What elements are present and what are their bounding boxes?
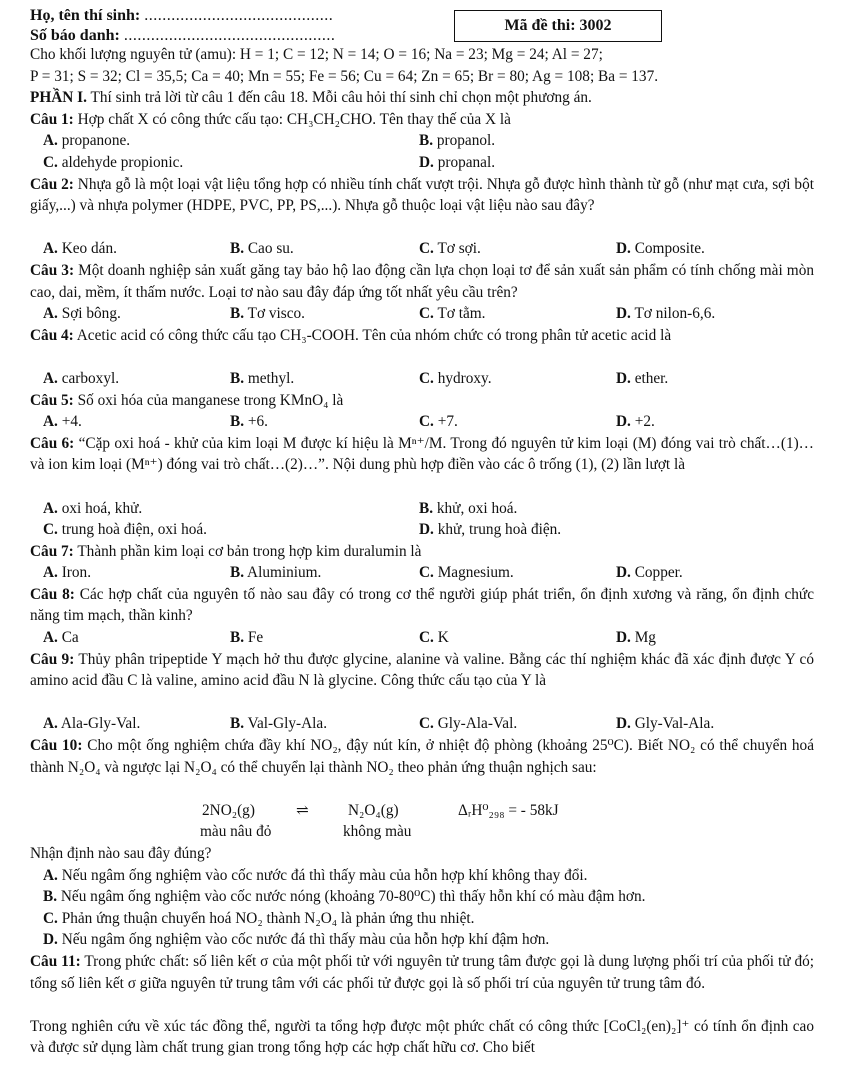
question-3: Câu 3: Một doanh nghiệp sản xuất găng tay bảo hộ lao động cần lựa chọn loại tơ để sản xuất sản phẩm có tính chống mài mòn cao, dai, mềm, ít thấm nước. Loại tơ nào sau đây đáp ứng tốt nhất yêu cầu trên? <box>30 261 814 301</box>
question-11-continued: Trong nghiên cứu về xúc tác đồng thể, người ta tổng hợp được một phức chất có công thức [CoCl₂(en)₂]⁺ có tính ổn định cao và được sử dụng làm chất trung gian trong tổng hợp các hợp chất hữu cơ. Cho biết <box>30 1017 814 1057</box>
candidate-name-label: Họ, tên thí sinh: <box>30 7 141 24</box>
question-3-options <box>30 303 814 325</box>
option-c[interactable]: C. Magnesium. <box>419 564 514 582</box>
option-b[interactable]: B. khử, oxi hoá. <box>419 499 518 517</box>
question-10-prompt: Nhận định nào sau đây đúng? <box>30 845 212 863</box>
product-color-note: không màu <box>343 823 412 841</box>
option-a[interactable]: A. Ca <box>43 629 79 647</box>
option-d[interactable]: D. Gly-Val-Ala. <box>616 715 715 733</box>
exam-content <box>30 44 814 1059</box>
question-7-options <box>30 562 814 584</box>
option-c[interactable]: C. hydroxy. <box>419 369 492 387</box>
candidate-header <box>30 6 335 46</box>
question-11: Câu 11: Trong phức chất: số liên kết σ của một phối tử với nguyên tử trung tâm được gọi là dung lượng phối trí của phối tử đó; tổng số liên kết σ giữa nguyên tử trung tâm với các phối tử được gọi là số phối trí của nguyên tử trung tâm đó. <box>30 953 814 992</box>
option-a[interactable]: A. oxi hoá, khử. <box>43 499 143 517</box>
part-1-title: PHẦN I. <box>30 89 87 107</box>
question-1-options <box>30 130 814 152</box>
question-2-options <box>30 238 814 260</box>
atomic-masses-line-2: P = 31; S = 32; Cl = 35,5; Ca = 40; Mn = 55; Fe = 56; Cu = 64; Zn = 65; Br = 80; Ag = 108; Ba = 137. <box>30 67 659 85</box>
option-a[interactable]: A. Sợi bông. <box>43 305 121 323</box>
option-b[interactable]: B. Fe <box>230 629 264 647</box>
question-10: Câu 10: Cho một ống nghiệm chứa đầy khí NO₂, đậy nút kín, ở nhiệt độ phòng (khoảng 25⁰C). Biết NO₂ có thể chuyển hoá thành N₂O₄ và ngược lại N₂O₄ có thể chuyển lại thành NO₂ theo phản ứng thuận nghịch sau: <box>30 737 815 776</box>
question-1-options-2 <box>30 152 814 174</box>
equation-reactant: 2NO₂(g) <box>202 801 255 819</box>
option-d[interactable]: D. propanal. <box>419 153 496 171</box>
question-8: Câu 8: Các hợp chất của nguyên tố nào sau đây có trong cơ thể người giúp phát triển, ổn định xương và răng, ổn định chức năng tim mạch, thần kinh? <box>30 585 814 625</box>
option-a[interactable]: A. Keo dán. <box>43 240 117 258</box>
equilibrium-equation <box>30 800 814 822</box>
option-c[interactable]: C. Phản ứng thuận chuyển hoá NO₂ thành N₂O₄ là phản ứng thu nhiệt. <box>43 909 475 927</box>
option-d[interactable]: D. ether. <box>616 369 669 387</box>
option-b[interactable]: B. Tơ visco. <box>230 305 305 323</box>
option-d[interactable]: D. +2. <box>616 413 655 431</box>
option-c[interactable]: C. trung hoà điện, oxi hoá. <box>43 521 207 539</box>
option-b[interactable]: B. Val-Gly-Ala. <box>230 715 328 733</box>
question-4: Câu 4: Acetic acid có công thức cấu tạo CH₃-COOH. Tên của nhóm chức có trong phân tử acetic acid là <box>30 326 672 344</box>
option-b[interactable]: B. Nếu ngâm ống nghiệm vào cốc nước nóng (khoảng 70-80⁰C) thì thấy hỗn khí có màu đậm hơn. <box>43 888 646 906</box>
question-1-label: Câu 1: <box>30 110 74 128</box>
part-1-text: Thí sinh trả lời từ câu 1 đến câu 18. Mỗi câu hỏi thí sinh chỉ chọn một phương án. <box>86 89 592 107</box>
option-a[interactable]: A. Iron. <box>43 564 92 582</box>
option-a[interactable]: A. carboxyl. <box>43 369 120 387</box>
equation-enthalpy: ΔᵣH⁰₂₉₈ = - 58kJ <box>458 801 559 819</box>
equilibrium-arrow-icon: ⇌ <box>296 801 309 819</box>
question-8-options <box>30 627 814 649</box>
question-7: Câu 7: Thành phần kim loại cơ bản trong hợp kim duralumin là <box>30 542 422 560</box>
option-d[interactable]: D. Mg <box>616 629 656 647</box>
question-6-options-2 <box>30 519 814 541</box>
option-d[interactable]: D. khử, trung hoà điện. <box>419 521 562 539</box>
question-4-options <box>30 368 814 390</box>
question-9-options <box>30 713 814 735</box>
equation-notes <box>30 821 814 843</box>
option-c[interactable]: C. +7. <box>419 413 458 431</box>
question-1 <box>30 109 814 131</box>
exam-code: Mã đề thi: 3002 <box>504 17 612 35</box>
candidate-name-dots: .......................................... <box>144 7 334 24</box>
option-a[interactable]: A. +4. <box>43 413 82 431</box>
option-c[interactable]: C. Tơ sợi. <box>419 240 481 258</box>
question-6-options <box>30 498 814 520</box>
option-a[interactable]: A. propanone. <box>43 132 131 150</box>
atomic-masses-line-1: Cho khối lượng nguyên tử (amu): H = 1; C = 12; N = 14; O = 16; Na = 23; Mg = 24; Al = 27; <box>30 46 603 63</box>
option-b[interactable]: B. propanol. <box>419 132 496 150</box>
question-1-text: Hợp chất X có công thức cấu tạo: CH₃CH₂CHO. Tên thay thế của X là <box>73 110 511 128</box>
option-d[interactable]: D. Copper. <box>616 564 683 582</box>
question-6: Câu 6: “Cặp oxi hoá - khử của kim loại M được kí hiệu là Mⁿ⁺/M. Trong đó nguyên tử kim loại (M) đóng vai trò chất…(1)… và ion kim loại (Mⁿ⁺) đóng vai trò chất…(2)…”. Nội dung phù hợp điền vào các ô trống (1), (2) lần lượt là <box>30 434 814 474</box>
question-5-options <box>30 411 814 433</box>
candidate-name-row <box>30 6 335 26</box>
option-c[interactable]: C. Gly-Ala-Val. <box>419 715 518 733</box>
option-c[interactable]: C. Tơ tằm. <box>419 305 486 323</box>
option-d[interactable]: D. Nếu ngâm ống nghiệm vào cốc nước đá thì thấy màu của hỗn hợp khí đậm hơn. <box>43 931 550 949</box>
option-b[interactable]: B. +6. <box>230 413 268 431</box>
reactant-color-note: màu nâu đỏ <box>200 823 272 841</box>
option-b[interactable]: B. Cao su. <box>230 240 294 258</box>
option-d[interactable]: D. Tơ nilon-6,6. <box>616 305 716 323</box>
option-c[interactable]: C. aldehyde propionic. <box>43 153 184 171</box>
option-a[interactable]: A. Ala-Gly-Val. <box>43 715 141 733</box>
option-b[interactable]: B. methyl. <box>230 369 295 387</box>
option-a[interactable]: A. Nếu ngâm ống nghiệm vào cốc nước đá thì thấy màu của hỗn hợp khí không thay đổi. <box>43 866 588 884</box>
part-1-instructions <box>30 87 814 109</box>
exam-code-box <box>454 10 662 42</box>
option-b[interactable]: B. Aluminium. <box>230 564 322 582</box>
question-5: Câu 5: Số oxi hóa của manganese trong KMnO₄ là <box>30 391 344 409</box>
question-2: Câu 2: Nhựa gỗ là một loại vật liệu tổng hợp có nhiều tính chất vượt trội. Nhựa gỗ được hình thành từ gỗ (như mạt cưa, sợi bột giấy,...) và nhựa polymer (HDPE, PVC, PP, PS,...). Nhựa gỗ thuộc loại vật liệu nào sau đây? <box>30 175 814 215</box>
candidate-id-row <box>30 26 335 46</box>
candidate-id-dots: ............................................... <box>123 27 336 44</box>
equation-product: N₂O₄(g) <box>348 801 399 819</box>
candidate-id-label: Số báo danh: <box>30 27 120 44</box>
option-d[interactable]: D. Composite. <box>616 240 705 258</box>
question-9: Câu 9: Thủy phân tripeptide Y mạch hở thu được glycine, alanine và valine. Bằng các thí nghiệm khác đã xác định được Y có amino acid đầu C là valine, amino acid đầu N là glycine. Công thức cấu tạo của Y là <box>30 650 814 690</box>
option-c[interactable]: C. K <box>419 629 449 647</box>
